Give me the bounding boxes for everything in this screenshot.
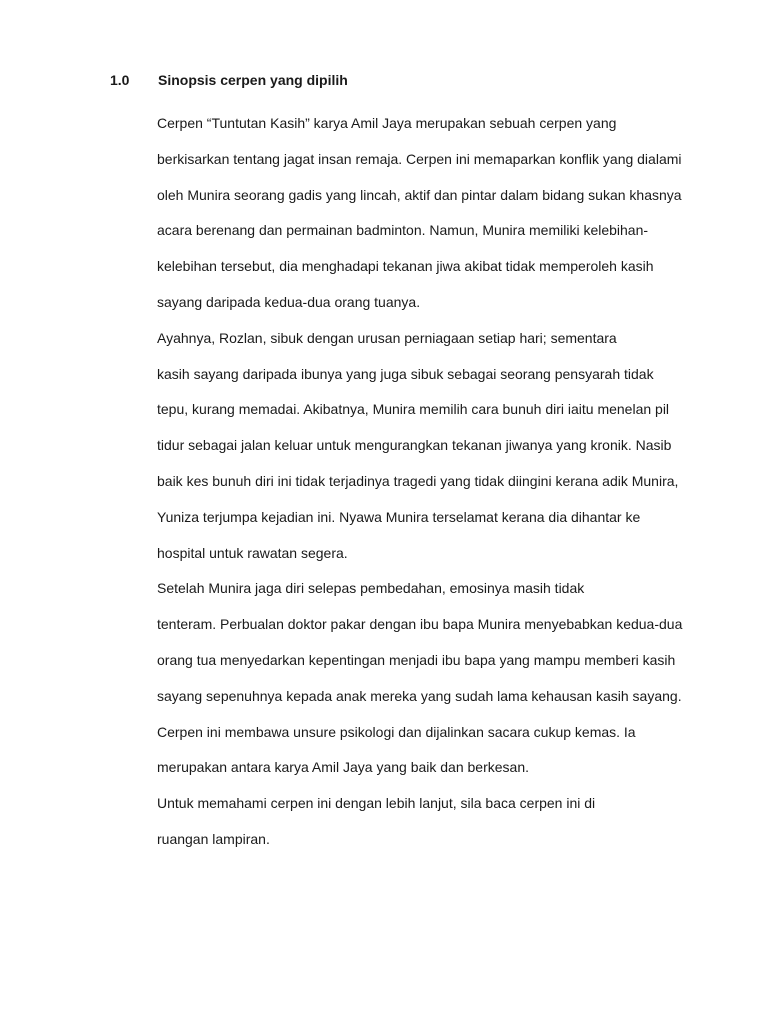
text-line: ruangan lampiran. [157,830,270,847]
text-line: Ayahnya, Rozlan, sibuk dengan urusan perniagaan setiap hari; sementara [157,329,617,346]
text-line: merupakan antara karya Amil Jaya yang baik dan berkesan. [157,759,529,776]
text-line: sayang sepenuhnya kepada anak mereka yang sudah lama kehausan kasih sayang. [157,687,682,704]
text-line: Cerpen “Tuntutan Kasih” karya Amil Jaya merupakan sebuah cerpen yang [157,115,617,131]
text-line: kasih sayang daripada ibunya yang juga sibuk sebagai seorang pensyarah tidak [157,365,654,382]
text-line: baik kes bunuh diri ini tidak terjadinya tragedi yang tidak diingini kerana adik Munira, [157,472,679,489]
text-line: tidur sebagai jalan keluar untuk mengurangkan tekanan jiwanya yang kronik. Nasib [157,437,672,454]
text-line: tenteram. Perbualan doktor pakar dengan ibu bapa Munira menyebabkan kedua-dua [157,616,683,633]
text-line: Untuk memahami cerpen ini dengan lebih lanjut, sila baca cerpen ini di [157,795,596,812]
text-line: sayang daripada kedua-dua orang tuanya. [157,293,421,310]
section-title: Sinopsis cerpen yang dipilih [158,72,348,88]
paragraph-3 [110,571,698,786]
section-number: 1.0 [110,72,130,88]
text-line: oleh Munira seorang gadis yang lincah, aktif dan pintar dalam bidang sukan khasnya [157,186,682,203]
paragraph-2 [110,321,698,572]
paragraph-4 [110,786,698,858]
document-body [110,106,698,858]
text-line: acara berenang dan permainan badminton. Namun, Munira memiliki kelebihan- [157,222,649,239]
text-line: berkisarkan tentang jagat insan remaja. Cerpen ini memaparkan konflik yang dialami [157,150,682,167]
section-heading [110,72,348,88]
text-line: kelebihan tersebut, dia menghadapi tekanan jiwa akibat tidak memperoleh kasih [157,258,654,275]
text-line: hospital untuk rawatan segera. [157,544,348,561]
text-line: Yuniza terjumpa kejadian ini. Nyawa Munira terselamat kerana dia dihantar ke [157,508,641,525]
text-line: orang tua menyedarkan kepentingan menjadi ibu bapa yang mampu memberi kasih [157,651,676,668]
text-line: tepu, kurang memadai. Akibatnya, Munira memilih cara bunuh diri iaitu menelan pil [157,401,670,418]
text-line: Setelah Munira jaga diri selepas pembedahan, emosinya masih tidak [157,580,585,597]
text-line: Cerpen ini membawa unsure psikologi dan dijalinkan sacara cukup kemas. Ia [157,723,636,740]
paragraph-1 [110,106,698,321]
